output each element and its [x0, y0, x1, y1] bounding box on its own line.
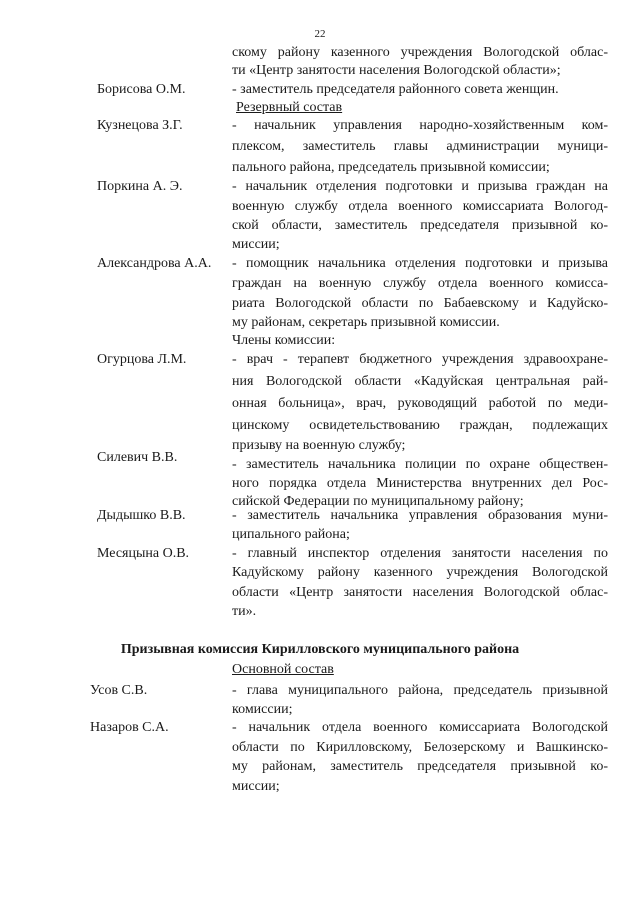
member-role-line: - начальник управления народно-хозяйственным ком-: [232, 118, 608, 133]
page-number: 22: [314, 28, 326, 40]
member-name-alexandrova: Александрова А.А.: [97, 256, 212, 271]
intro-line: ти «Центр занятости населения Вологодской области»;: [232, 63, 561, 78]
member-role-line: области «Центр занятости населения Вологодской облас-: [232, 585, 608, 600]
member-role-line: граждан на военную службу отдела военного комисса-: [232, 276, 608, 291]
member-role-line: ного порядка отдела Министерства внутренних дел Рос-: [232, 476, 608, 491]
member-role-line: цинскому освидетельствованию граждан, подлежащих: [232, 418, 608, 433]
member-role-line: Кадуйскому району казенного учреждения Вологодской: [232, 565, 608, 580]
member-name-porkina: Поркина А. Э.: [97, 179, 183, 194]
member-role-line: онная больница», врач, руководящий работой по меди-: [232, 396, 608, 411]
member-role-line: - заместитель начальника полиции по охране обществен-: [232, 457, 608, 472]
member-role-line: ния Вологодской области «Кадуйская центральная рай-: [232, 374, 608, 389]
member-role-line: пального района, председатель призывной комиссии;: [232, 160, 550, 175]
member-role-line: призыву на военную службу;: [232, 438, 406, 453]
member-name-usov: Усов С.В.: [90, 683, 148, 698]
intro-line: скому району казенного учреждения Вологодской облас-: [232, 45, 608, 60]
member-role-line: - глава муниципального района, председатель призывной: [232, 683, 608, 698]
member-name-nazarov: Назаров С.А.: [90, 720, 169, 735]
member-role-line: - врач - терапевт бюджетного учреждения здравоохране-: [232, 352, 608, 367]
member-role-line: - начальник отдела военного комиссариата Вологодской: [232, 720, 608, 735]
member-role-line: области по Кирилловскому, Белозерскому и Вашкинско-: [232, 740, 608, 755]
member-role-line: комиссии;: [232, 702, 293, 717]
member-role-line: му районам, заместитель председателя призывной ко-: [232, 759, 608, 774]
member-role-line: риата Вологодской области по Бабаевскому и Кадуйско-: [232, 296, 608, 311]
member-role-line: ципального района;: [232, 527, 350, 542]
member-name-silevich: Силевич В.В.: [97, 450, 178, 465]
member-role-line: миссии;: [232, 237, 280, 252]
member-role-line: военную службу отдела военного комиссариата Вологод-: [232, 199, 608, 214]
member-name-kuznetsova: Кузнецова З.Г.: [97, 118, 183, 133]
section-heading-main: Основной состав: [232, 662, 334, 677]
member-name-ogurtsova: Огурцова Л.М.: [97, 352, 187, 367]
member-role-line: му районам, секретарь призывной комиссии.: [232, 315, 500, 330]
member-role-line: ской области, заместитель председателя призывной ко-: [232, 218, 608, 233]
member-name-borisova: Борисова О.М.: [97, 82, 186, 97]
member-role-line: - начальник отделения подготовки и призыва граждан на: [232, 179, 608, 194]
section-heading-members: Члены комиссии:: [232, 333, 336, 348]
member-role-line: - заместитель начальника управления образования муни-: [232, 508, 608, 523]
member-name-dydyshko: Дыдышко В.В.: [97, 508, 186, 523]
member-role-borisova: - заместитель председателя районного совета женщин.: [232, 82, 559, 97]
member-role-line: миссии;: [232, 779, 280, 794]
section-heading-reserve: Резервный состав: [236, 100, 343, 115]
member-role-line: сийской Федерации по муниципальному району;: [232, 494, 524, 509]
member-role-line: - главный инспектор отделения занятости населения по: [232, 546, 608, 561]
commission-heading: Призывная комиссия Кирилловского муниципального района: [120, 642, 520, 657]
member-name-mesyatsyna: Месяцына О.В.: [97, 546, 190, 561]
member-role-line: ти».: [232, 604, 257, 619]
member-role-line: плексом, заместитель главы администрации муници-: [232, 139, 608, 154]
member-role-line: - помощник начальника отделения подготовки и призыва: [232, 256, 608, 271]
